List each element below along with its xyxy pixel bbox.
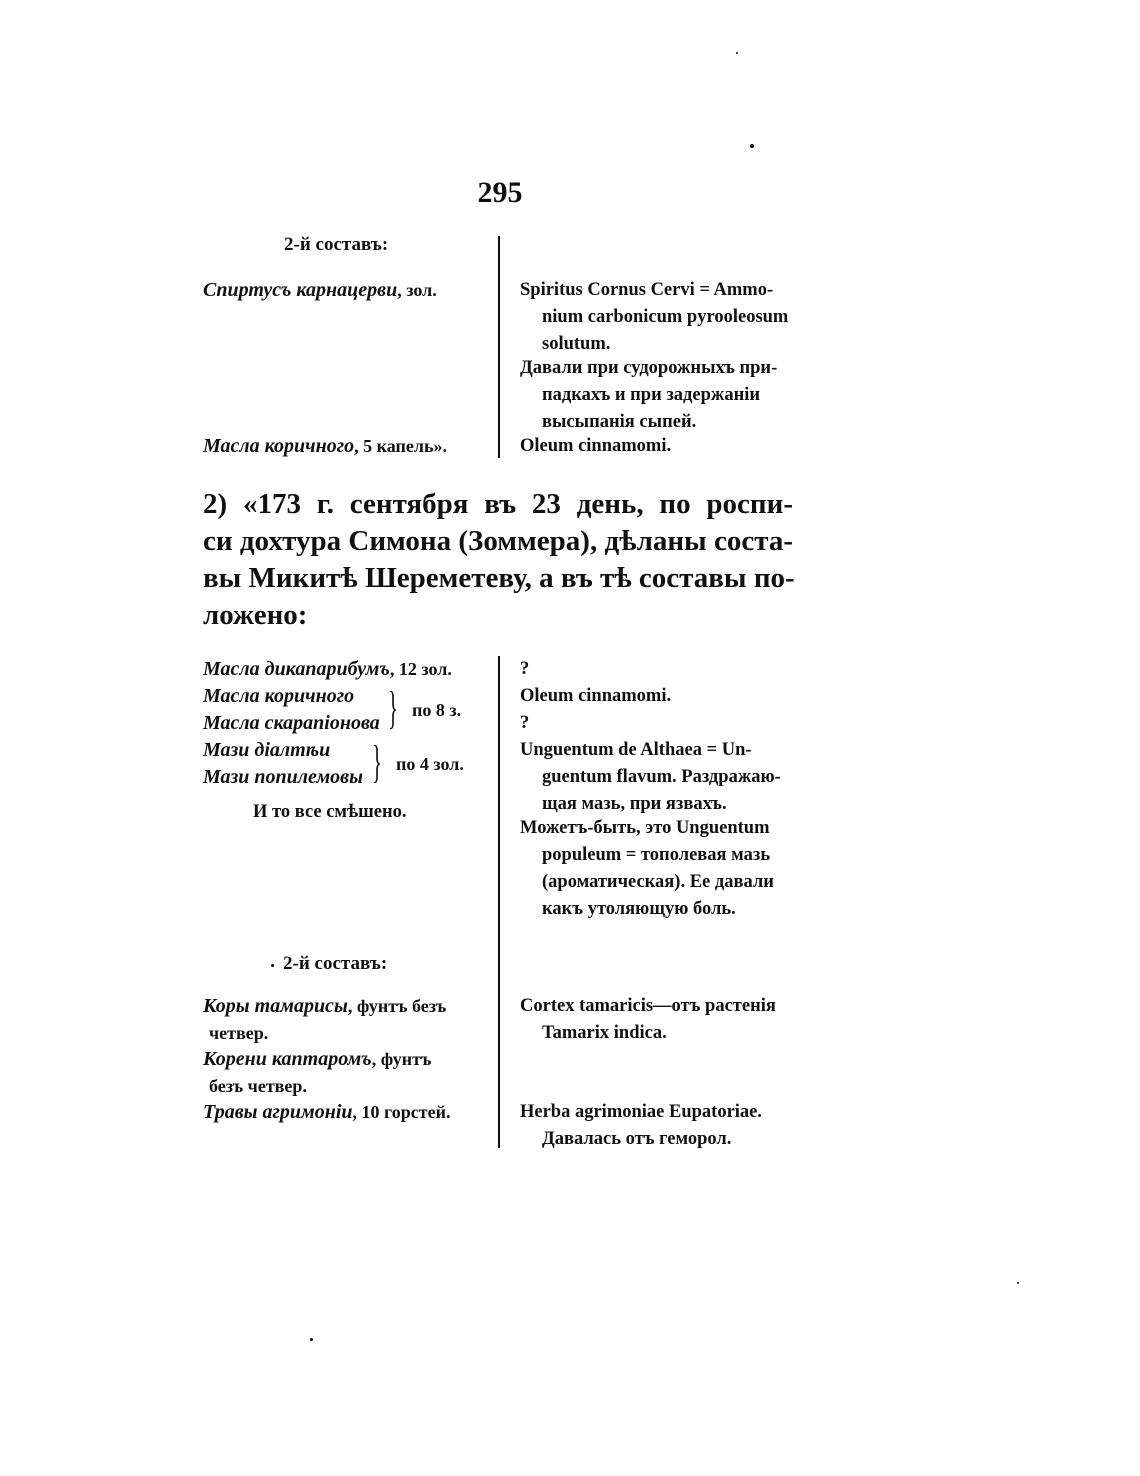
paragraph-line: 2) «173 г. сентября въ 23 день, по роспи-	[203, 488, 793, 520]
group-quantity: по 8 з.	[412, 700, 462, 720]
annotation: Давали при судорожныхъ при- падкахъ и при задержаніи высыпанія сыпей.	[520, 358, 778, 432]
paragraph-line: ложено:	[203, 599, 308, 631]
annotation: ?	[520, 713, 530, 733]
paragraph-line: вы Микитѣ Шереметеву, а въ тѣ составы по-	[203, 562, 795, 594]
section-heading: 2-й составъ:	[284, 234, 389, 255]
annotation: Spiritus Cornus Cervi = Ammo- nium carbonicum pyrooleosum solutum.	[520, 280, 789, 354]
annotation: Oleum cinnamomi.	[520, 686, 672, 706]
ingredient-line: Травы агримоніи, 10 горстей.	[203, 1101, 451, 1123]
page-number: 295	[477, 176, 523, 209]
stray-mark	[736, 52, 738, 54]
annotation: Unguentum de Althaea = Un- guentum flavum. Раздражаю- щая мазь, при язвахъ.	[520, 740, 781, 814]
ingredient-line: Коры тамарисы, фунтъ безъ четвер.	[203, 995, 447, 1043]
ingredient-group: Масла коричного Масла скарапіонова	[203, 685, 380, 734]
ingredient-line: Масла коричного, 5 капель».	[203, 435, 447, 457]
ingredient-line: Корени каптаромъ, фунтъ безъ четвер.	[203, 1048, 432, 1096]
ingredient-line: Масла дикапарибумъ, 12 зол.	[203, 658, 452, 680]
section-heading: 2-й составъ:	[283, 953, 388, 974]
column-divider	[498, 236, 500, 458]
brace-icon: }	[372, 736, 382, 787]
stray-mark	[750, 144, 754, 148]
brace-icon: }	[388, 682, 398, 733]
group-quantity: по 4 зол.	[396, 754, 464, 774]
annotation: Oleum cinnamomi.	[520, 436, 672, 456]
paragraph-line: си дохтура Симона (Зоммера), дѣланы соста-	[203, 525, 793, 557]
stray-mark	[271, 964, 274, 967]
column-divider	[498, 656, 500, 1148]
annotation: Можетъ-быть, это Unguentum populeum = тополевая мазь (ароматическая). Ее давали какъ утоляющую боль.	[520, 818, 774, 919]
stray-mark	[1017, 1282, 1019, 1284]
ingredient-group: Мази діалтѣи Мази попилемовы	[203, 739, 363, 788]
mixed-note: И то все смѣшено.	[253, 802, 407, 822]
stray-mark	[310, 1338, 313, 1341]
main-paragraph	[203, 486, 793, 634]
annotation: ?	[520, 659, 530, 679]
ingredient-line: Спиртусъ карнацерви, зол.	[203, 279, 437, 301]
annotation: Cortex tamaricis—отъ растенія Tamarix indica.	[520, 996, 776, 1043]
annotation: Herba agrimoniae Eupatoriae. Давалась отъ геморол.	[520, 1102, 763, 1149]
